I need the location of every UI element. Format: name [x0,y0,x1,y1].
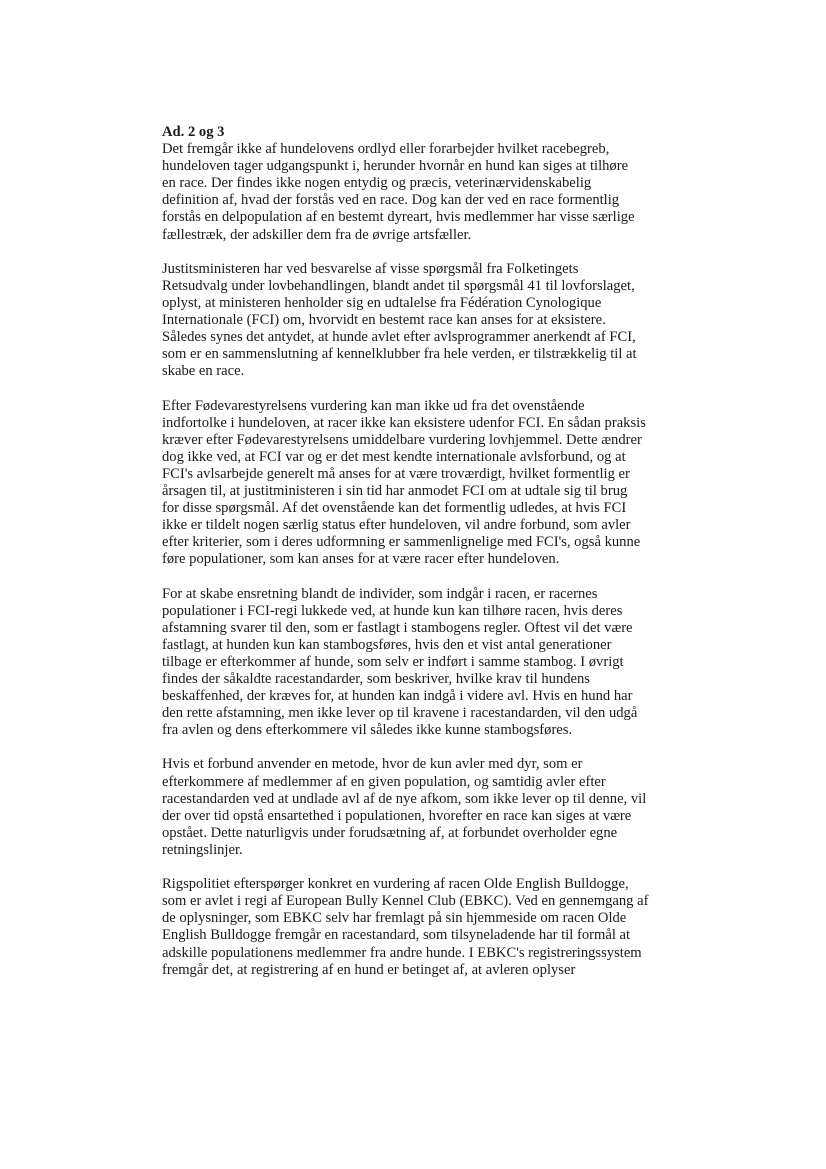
text-line: afstamning svarer til den, som er fastlagt i stambogens regler. Oftest vil det være [162,619,633,636]
text-line: Efter Fødevarestyrelsens vurdering kan man ikke ud fra det ovenstående [162,397,585,414]
text-line: beskaffenhed, der kræves for, at hunden kan indgå i videre avl. Hvis en hund har [162,688,633,705]
text-line: årsagen til, at justitministeren i sin tid har anmodet FCI om at udtale sig til brug [162,482,628,499]
text-line: som er avlet i regi af European Bully Kennel Club (EBKC). Ved en gennemgang af [162,893,649,910]
text-line: fastlagt, at hunden kun kan stambogsføres, hvis den et vist antal generationer [162,636,612,653]
document-body [162,124,652,996]
text-line: indfortolke i hundeloven, at racer ikke kan eksistere udenfor FCI. En sådan praksis [162,414,646,431]
paragraph [162,261,652,381]
text-line: de oplysninger, som EBKC selv har fremlagt på sin hjemmeside om racen Olde [162,910,627,927]
text-line: retningslinjer. [162,841,243,858]
text-line: føre populationer, som kan anses for at være racer efter hundeloven. [162,551,560,568]
text-line: efterkommere af medlemmer af en given population, og samtidig avler efter [162,773,606,790]
text-line: opstået. Dette naturligvis under forudsætning af, at forbundet overholder egne [162,824,618,841]
paragraph-container [162,141,652,979]
text-line: definition af, hvad der forstås ved en race. Dog kan der ved en race formentlig [162,192,620,209]
text-line: for disse spørgsmål. Af det ovenstående kan det formentlig udledes, at hvis FCI [162,500,627,517]
text-line: English Bulldogge fremgår en racestandard, som tilsyneladende har til formål at [162,927,631,944]
text-line: efter kriterier, som i deres udformning er sammenlignelige med FCI's, også kunne [162,534,641,551]
text-line: Hvis et forbund anvender en metode, hvor de kun avler med dyr, som er [162,756,583,773]
text-line: ikke er tildelt nogen særlig status efter hundeloven, vil andre forbund, som avler [162,517,631,534]
paragraph [162,756,652,859]
section-heading: Ad. 2 og 3 [162,124,225,140]
text-line: skabe en race. [162,363,245,380]
text-line: som er en sammenslutning af kennelklubber fra hele verden, er tilstrækkelig til at [162,346,637,363]
text-line: forstås en delpopulation af en bestemt dyreart, hvis medlemmer har visse særlige [162,209,635,226]
text-line: tilbage er efterkommer af hunde, som selv er indført i samme stambog. I øvrigt [162,653,624,670]
text-line: en race. Der findes ikke nogen entydig og præcis, veterinærvidenskabelig [162,175,592,192]
text-line: oplyst, at ministeren henholder sig en udtalelse fra Fédération Cynologique [162,294,602,311]
text-line: populationer i FCI-regi lukkede ved, at hunde kun kan tilhøre racen, hvis deres [162,602,623,619]
text-line: For at skabe ensretning blandt de individer, som indgår i racen, er racernes [162,585,598,602]
text-line: fremgår det, at registrering af en hund er betinget af, at avleren oplyser [162,961,576,978]
text-line: Således synes det antydet, at hunde avlet efter avlsprogrammer anerkendt af FCI, [162,329,636,346]
text-line: dog ikke ved, at FCI var og er det mest kendte internationale avlsforbund, og at [162,448,626,465]
paragraph [162,398,652,569]
text-line: racestandarden ved at undlade avl af de nye afkom, som ikke lever op til denne, vil [162,790,647,807]
text-line: der over tid opstå ensartethed i populationen, hvorefter en race kan siges at være [162,807,632,824]
text-line: FCI's avlsarbejde generelt må anses for at være troværdigt, hvilket formentlig er [162,465,630,482]
paragraph [162,876,652,979]
text-line: kræver efter Fødevarestyrelsens umiddelbare vurdering lovhjemmel. Dette ændrer [162,431,642,448]
text-line: den rette afstamning, men ikke lever op til kravene i racestandarden, vil den udgå [162,705,638,722]
text-line: Rigspolitiet efterspørger konkret en vurdering af racen Olde English Bulldogge, [162,876,629,893]
text-line: fællestræk, der adskiller dem fra de øvrige artsfæller. [162,226,472,243]
paragraph [162,141,652,244]
text-line: Internationale (FCI) om, hvorvidt en bestemt race kan anses for at eksistere. [162,312,606,329]
text-line: Retsudvalg under lovbehandlingen, blandt andet til spørgsmål 41 til lovforslaget, [162,277,635,294]
text-line: adskille populationens medlemmer fra andre hunde. I EBKC's registreringssystem [162,944,642,961]
text-line: hundeloven tager udgangspunkt i, herunder hvornår en hund kan siges at tilhøre [162,158,629,175]
paragraph [162,586,652,740]
text-line: findes der såkaldte racestandarder, som beskriver, hvilke krav til hundens [162,671,590,687]
text-line: Det fremgår ikke af hundelovens ordlyd eller forarbejder hvilket racebegreb, [162,141,610,158]
text-line: fra avlen og dens efterkommere vil således ikke kunne stambogsføres. [162,722,573,739]
text-line: Justitsministeren har ved besvarelse af visse spørgsmål fra Folketingets [162,260,579,277]
